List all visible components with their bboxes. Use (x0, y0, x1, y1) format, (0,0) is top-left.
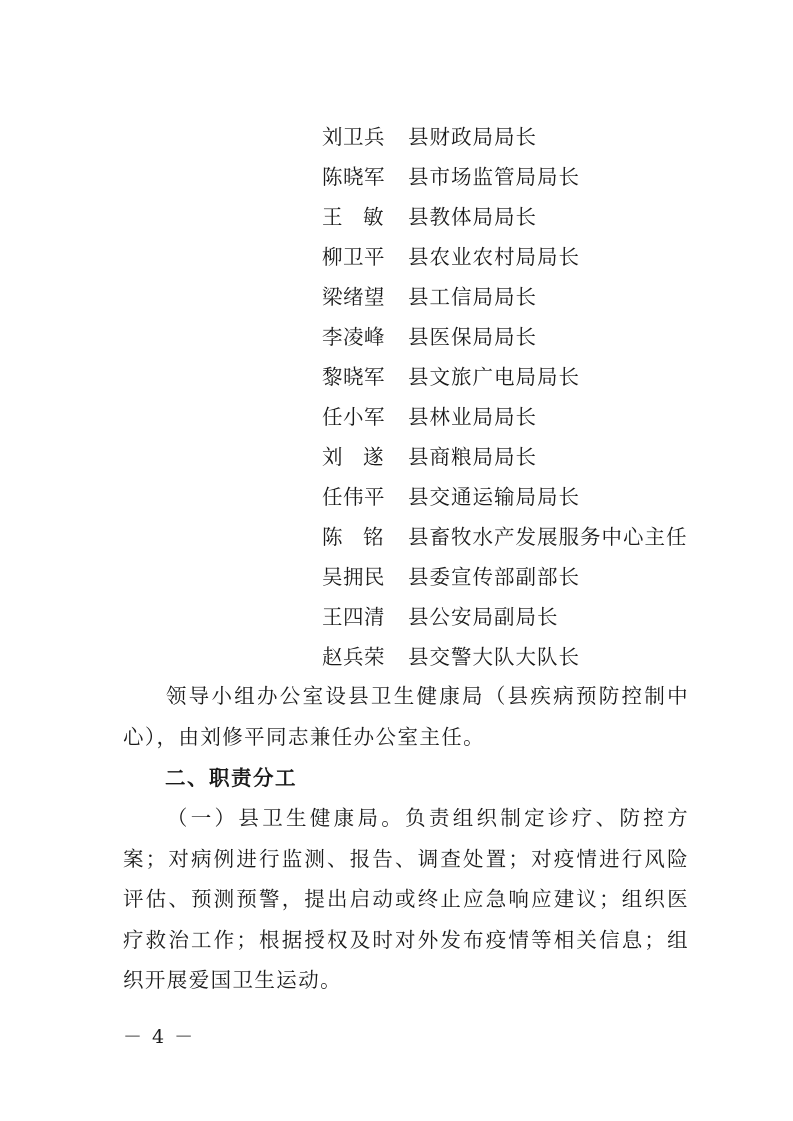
member-name: 李凌峰 (322, 325, 385, 349)
member-row (322, 557, 742, 597)
office-paragraph (123, 676, 689, 757)
member-row (322, 197, 742, 237)
member-name: 王四清 (322, 605, 385, 629)
member-title: 县畜牧水产发展服务中心主任 (408, 525, 688, 549)
member-row (322, 397, 742, 437)
member-name: 任伟平 (322, 485, 385, 509)
member-list (322, 117, 742, 677)
duties-paragraph-text: （一）县卫生健康局。负责组织制定诊疗、防控方案；对病例进行监测、报告、调查处置；对疫情进行风险评估、预测预警，提出启动或终止应急响应建议；组织医疗救治工作；根据授权及时对外发布疫情等相关信息；组织开展爱国卫生运动。 (123, 806, 689, 992)
member-name: 黎晓军 (322, 365, 385, 389)
member-name: 王 敏 (322, 205, 384, 229)
member-title: 县医保局局长 (408, 325, 537, 349)
member-name: 刘 遂 (322, 445, 384, 469)
member-title: 县公安局副局长 (408, 605, 559, 629)
member-title: 县农业农村局局长 (408, 245, 580, 269)
duties-paragraph (123, 798, 689, 1001)
section-heading: 二、职责分工 (165, 766, 297, 790)
member-name: 赵兵荣 (322, 645, 385, 669)
member-title: 县商粮局局长 (408, 445, 537, 469)
member-name: 刘卫兵 (322, 125, 385, 149)
member-row (322, 517, 742, 557)
member-title: 县交警大队大队长 (408, 645, 580, 669)
member-title: 县文旅广电局局长 (408, 365, 580, 389)
member-name: 梁绪望 (322, 285, 385, 309)
member-title: 县市场监管局局长 (408, 165, 580, 189)
member-title: 县工信局局长 (408, 285, 537, 309)
member-row (322, 437, 742, 477)
page-number: － 4 － (123, 1026, 196, 1048)
member-row (322, 117, 742, 157)
member-name: 陈 铭 (322, 525, 384, 549)
member-row (322, 157, 742, 197)
member-name: 陈晓军 (322, 165, 385, 189)
member-title: 县林业局局长 (408, 405, 537, 429)
member-title: 县教体局局长 (408, 205, 537, 229)
member-title: 县交通运输局局长 (408, 485, 580, 509)
member-row (322, 317, 742, 357)
member-row (322, 237, 742, 277)
member-row (322, 357, 742, 397)
office-paragraph-text: 领导小组办公室设县卫生健康局（县疾病预防控制中心），由刘修平同志兼任办公室主任。 (123, 684, 689, 749)
member-row (322, 477, 742, 517)
member-title: 县财政局局长 (408, 125, 537, 149)
member-row (322, 637, 742, 677)
member-title: 县委宣传部副部长 (408, 565, 580, 589)
member-name: 吴拥民 (322, 565, 385, 589)
member-name: 任小军 (322, 405, 385, 429)
member-row (322, 277, 742, 317)
member-row (322, 597, 742, 637)
member-name: 柳卫平 (322, 245, 385, 269)
